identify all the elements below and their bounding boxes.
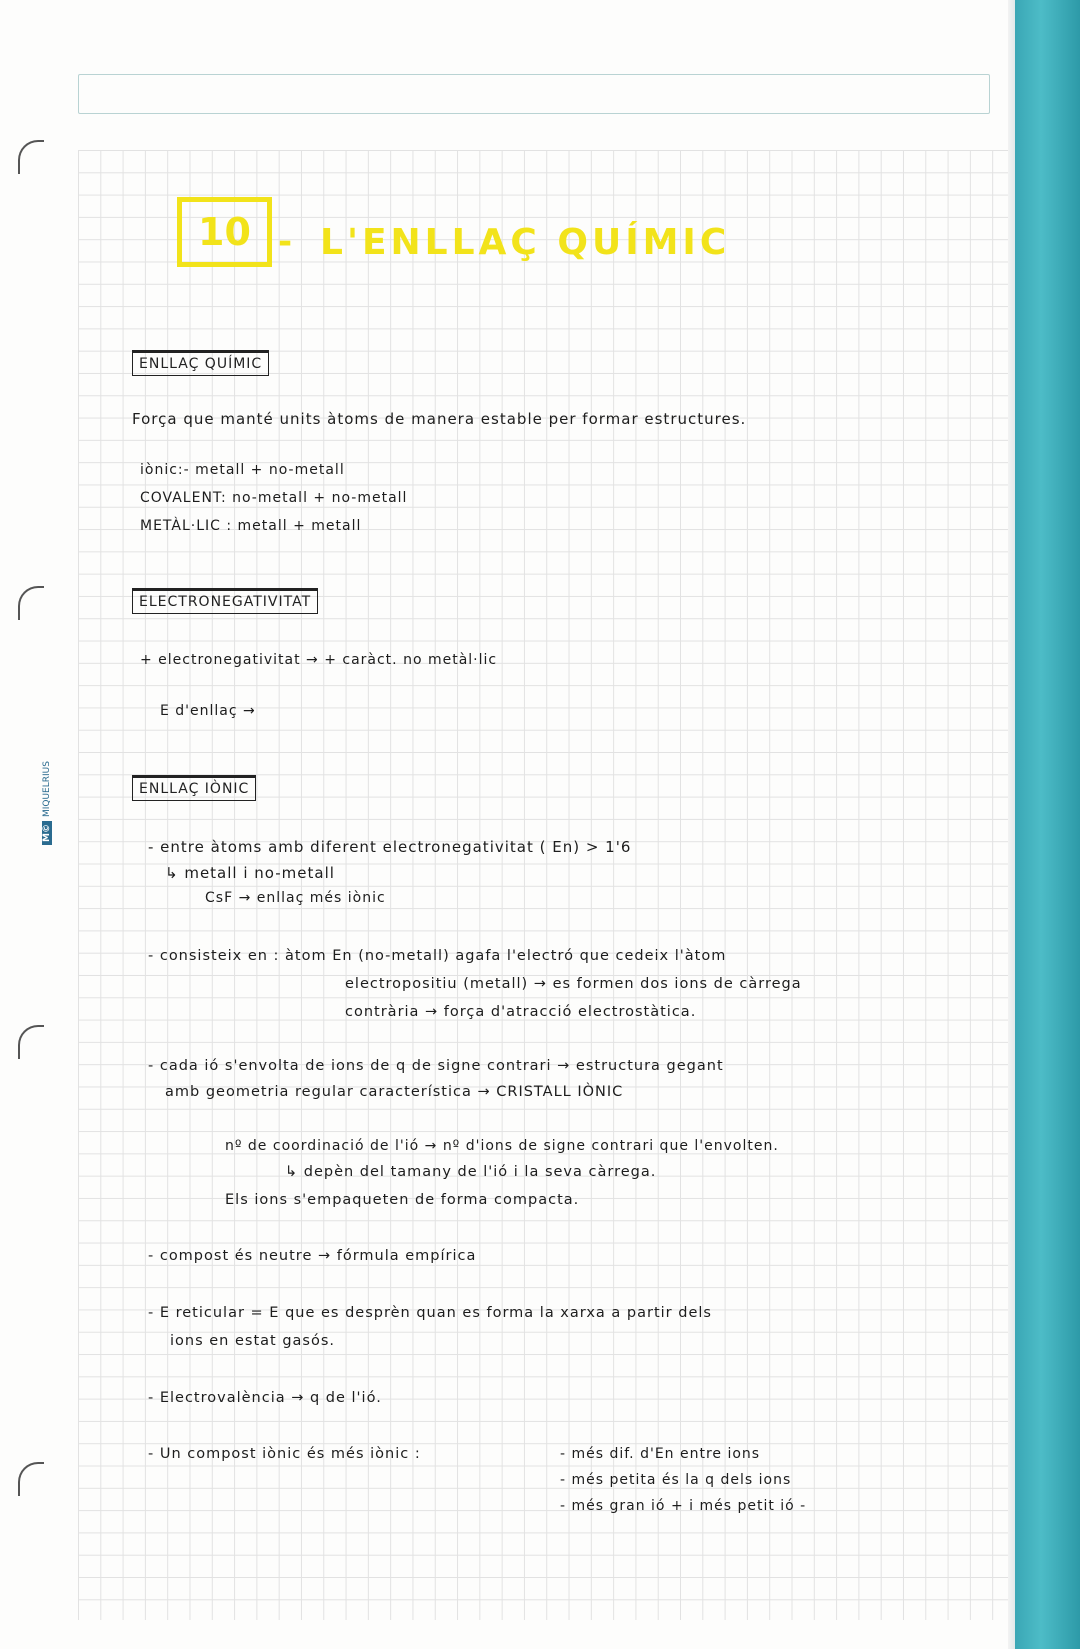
note-line: - més petita és la q dels ions xyxy=(560,1472,792,1488)
note-line: - Electrovalència → q de l'ió. xyxy=(148,1390,382,1406)
type-metallic: METÀL·LIC : metall + metall xyxy=(140,518,362,534)
note-line: Els ions s'empaqueten de forma compacta. xyxy=(225,1192,580,1208)
title-dash: - xyxy=(278,222,294,262)
note-line: - Un compost iònic és més iònic : xyxy=(148,1446,421,1462)
note-line: CsF → enllaç més iònic xyxy=(205,890,386,906)
definition: Força que manté units àtoms de manera estable per formar estructures. xyxy=(132,410,747,428)
brand-name: MIQUELRIUS xyxy=(42,761,52,818)
heading-enllac-quimic: ENLLAÇ QUÍMIC xyxy=(132,350,269,376)
note-line: - E reticular = E que es desprèn quan es forma la xarxa a partir dels xyxy=(148,1305,712,1321)
note-line: E d'enllaç → xyxy=(160,703,256,719)
chapter-number: 10 xyxy=(177,197,272,267)
bottom-margin xyxy=(0,1620,1020,1649)
divider-tab xyxy=(1015,0,1080,1649)
header-box xyxy=(78,74,990,114)
brand-mark: M© xyxy=(42,821,52,845)
page-title: L'ENLLAÇ QUÍMIC xyxy=(320,222,731,263)
type-ionic: iònic:- metall + no-metall xyxy=(140,462,345,478)
note-line: amb geometria regular característica → CRISTALL IÒNIC xyxy=(165,1084,624,1100)
note-line: contrària → força d'atracció electrostàtica. xyxy=(345,1004,697,1020)
note-line: - entre àtoms amb diferent electronegativitat ( En) > 1'6 xyxy=(148,838,632,856)
note-line: electropositiu (metall) → es formen dos ions de càrrega xyxy=(345,976,802,992)
note-line: nº de coordinació de l'ió → nº d'ions de signe contrari que l'envolten. xyxy=(225,1138,779,1154)
note-line: ↳ metall i no-metall xyxy=(165,864,335,882)
brand-logo xyxy=(38,755,56,845)
type-covalent: COVALENT: no-metall + no-metall xyxy=(140,490,408,506)
note-line: ↳ depèn del tamany de l'ió i la seva càrrega. xyxy=(285,1164,657,1180)
note-line: - consisteix en : àtom En (no-metall) agafa l'electró que cedeix l'àtom xyxy=(148,948,727,964)
note-line: + electronegativitat → + caràct. no metàl·lic xyxy=(140,652,498,668)
note-line: - més gran ió + i més petit ió - xyxy=(560,1498,807,1514)
note-line: - cada ió s'envolta de ions de q de signe contrari → estructura gegant xyxy=(148,1058,724,1074)
note-line: - compost és neutre → fórmula empírica xyxy=(148,1248,477,1264)
heading-enllac-ionic: ENLLAÇ IÒNIC xyxy=(132,775,256,801)
note-line: ions en estat gasós. xyxy=(170,1333,335,1349)
heading-electronegativitat: ELECTRONEGATIVITAT xyxy=(132,588,318,614)
note-line: - més dif. d'En entre ions xyxy=(560,1446,761,1462)
